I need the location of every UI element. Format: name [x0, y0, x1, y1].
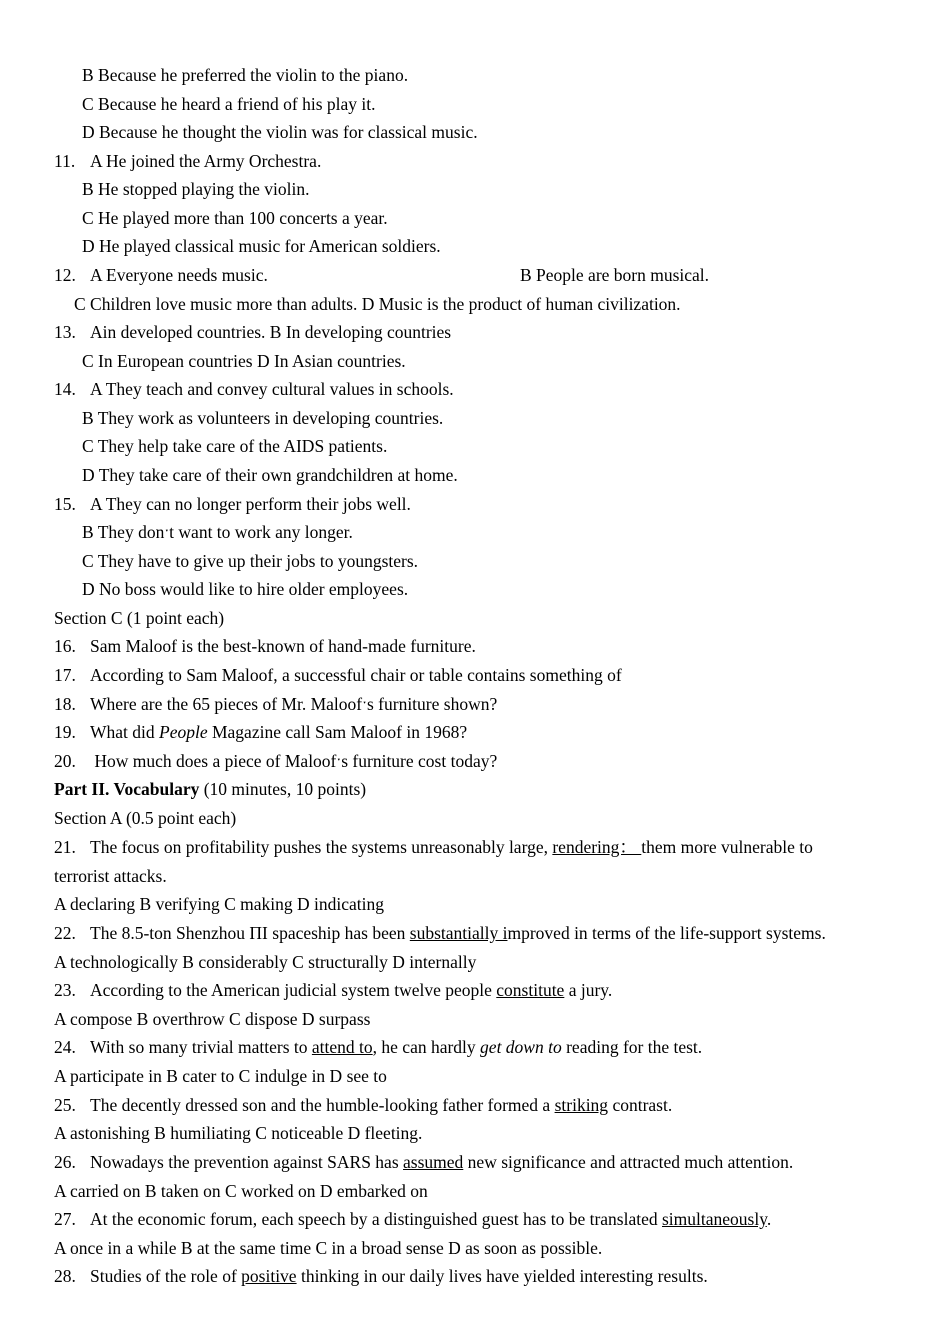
q19-line: 19. What did People Magazine call Sam Maloof in 1968?	[54, 722, 468, 742]
q13-options-ab: 13. Ain developed countries. B In developing countries	[54, 322, 452, 342]
q19-number: 19.	[54, 722, 76, 742]
q14-option-d: D They take care of their own grandchildren at home.	[82, 465, 458, 485]
q10-option-c: C Because he heard a friend of his play it.	[82, 94, 376, 114]
q21-stem-cont: terrorist attacks.	[54, 866, 167, 886]
q25-number: 25.	[54, 1095, 76, 1115]
q20-number: 20.	[54, 751, 76, 771]
q23-number: 23.	[54, 980, 76, 1000]
q14-number: 14.	[54, 379, 76, 399]
q24-stem: 24. With so many trivial matters to attend to, he can hardly get down to reading for the test.	[54, 1037, 703, 1057]
q21-stem: 21. The focus on profitability pushes the systems unreasonably large, rendering： them more vulnerable to	[54, 837, 813, 857]
q14-option-a: 14. A They teach and convey cultural values in schools.	[54, 379, 454, 399]
q18-number: 18.	[54, 694, 76, 714]
q12-number: 12.	[54, 265, 76, 285]
q11-option-c: C He played more than 100 concerts a year.	[82, 208, 388, 228]
q27-options: A once in a while B at the same time C in a broad sense D as soon as possible.	[54, 1238, 603, 1258]
part2-heading: Part II. Vocabulary (10 minutes, 10 points)	[54, 779, 367, 799]
q25-options: A astonishing B humiliating C noticeable D fleeting.	[54, 1123, 423, 1143]
q27-number: 27.	[54, 1209, 76, 1229]
q15-option-c: C They have to give up their jobs to youngsters.	[82, 551, 419, 571]
q25-stem: 25. The decently dressed son and the humble-looking father formed a striking contrast.	[54, 1095, 673, 1115]
part2-title: Part II. Vocabulary	[54, 779, 200, 799]
q10-option-d: D Because he thought the violin was for classical music.	[82, 122, 478, 142]
q11-option-b: B He stopped playing the violin.	[82, 179, 310, 199]
q21-options: A declaring B verifying C making D indicating	[54, 894, 385, 914]
q26-stem: 26. Nowadays the prevention against SARS has assumed new significance and attracted much attention.	[54, 1152, 794, 1172]
q14-option-b: B They work as volunteers in developing countries.	[82, 408, 444, 428]
q15-option-a: 15. A They can no longer perform their jobs well.	[54, 494, 411, 514]
q10-option-b: B Because he preferred the violin to the piano.	[82, 65, 409, 85]
q17-number: 17.	[54, 665, 76, 685]
q21-number: 21.	[54, 837, 76, 857]
q23-options: A compose B overthrow C dispose D surpass	[54, 1009, 371, 1029]
q22-number: 22.	[54, 923, 76, 943]
q28-stem: 28. Studies of the role of positive thinking in our daily lives have yielded interesting results.	[54, 1266, 708, 1286]
q28-number: 28.	[54, 1266, 76, 1286]
q15-option-b: B They donˑt want to work any longer.	[82, 522, 353, 542]
section-a-heading: Section A (0.5 point each)	[54, 808, 237, 828]
q18-line: 18. Where are the 65 pieces of Mr. Maloofˑs furniture shown?	[54, 694, 498, 714]
q16-number: 16.	[54, 636, 76, 656]
q22-options: A technologically B considerably C structurally D internally	[54, 952, 477, 972]
q13-options-cd: C In European countries D In Asian countries.	[82, 351, 406, 371]
q15-number: 15.	[54, 494, 76, 514]
section-c-heading: Section C (1 point each)	[54, 608, 225, 628]
q13-number: 13.	[54, 322, 76, 342]
q22-stem: 22. The 8.5-ton Shenzhou ΠI spaceship has been substantially improved in terms of the life-support systems.	[54, 923, 826, 943]
q11-option-d: D He played classical music for American soldiers.	[82, 236, 441, 256]
q20-line: 20. How much does a piece of Maloofˑs furniture cost today?	[54, 751, 498, 771]
q26-options: A carried on B taken on C worked on D embarked on	[54, 1181, 428, 1201]
q12-options-ab: 12. A Everyone needs music. B People are born musical.	[54, 265, 710, 285]
q15-option-d: D No boss would like to hire older employees.	[82, 579, 409, 599]
q14-option-c: C They help take care of the AIDS patients.	[82, 436, 388, 456]
q12-options-cd: C Children love music more than adults. D Music is the product of human civilization.	[74, 294, 681, 314]
q11-number: 11.	[54, 151, 76, 171]
q26-number: 26.	[54, 1152, 76, 1172]
q27-stem: 27. At the economic forum, each speech by a distinguished guest has to be translated simultaneously.	[54, 1209, 772, 1229]
q24-options: A participate in B cater to C indulge in D see to	[54, 1066, 387, 1086]
q17-line: 17. According to Sam Maloof, a successful chair or table contains something of	[54, 665, 622, 685]
q11-option-a: 11. A He joined the Army Orchestra.	[54, 151, 322, 171]
q24-number: 24.	[54, 1037, 76, 1057]
q23-stem: 23. According to the American judicial system twelve people constitute a jury.	[54, 980, 613, 1000]
q12-option-b: B People are born musical.	[520, 265, 710, 285]
q16-line: 16. Sam Maloof is the best-known of hand-made furniture.	[54, 636, 476, 656]
